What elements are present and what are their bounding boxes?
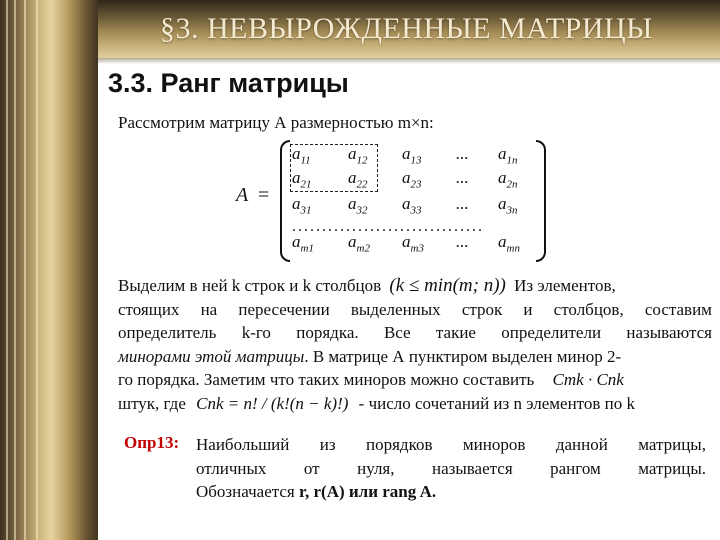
paragraph-word: такие [435, 323, 476, 342]
paragraph-word: определитель [118, 323, 217, 342]
paragraph-word: определители [501, 323, 602, 342]
minor-count-formula: Cmk · Cnk [552, 370, 624, 389]
definition-word: нуля, [357, 458, 395, 478]
matrix-cell: $a_{31}$ [292, 194, 312, 217]
line1-text-a: Выделим в ней k строк и k столбцов [118, 276, 382, 295]
paragraph-word: составим [644, 299, 712, 319]
matrix-right-bracket [536, 140, 546, 262]
matrix-cell: $a_{32}$ [348, 194, 368, 217]
frame-shadow [98, 58, 720, 64]
frame-stripe [6, 0, 8, 540]
frame-stripe [36, 0, 38, 540]
matrix-cell: ... [456, 144, 469, 163]
matrix-cell: ... [456, 232, 469, 251]
paragraph-line-2 [118, 298, 712, 322]
matrix-cell: $a_{mn}$ [498, 232, 520, 255]
matrix-cell: $a_{22}$ [348, 168, 368, 191]
paragraph-word: порядка. [296, 323, 359, 342]
rank-notation: r, r(A) или rang A. [299, 482, 437, 501]
paragraph-line-1 [118, 274, 712, 298]
line1-text-b: Из элементов, [514, 276, 616, 295]
definition-word: отличных [196, 458, 267, 478]
line6-text-a: штук, где [118, 393, 186, 413]
definition-word: матрицы. [638, 458, 706, 478]
definition-word: от [303, 458, 320, 478]
matrix-equals: = [258, 184, 270, 206]
matrix-dots-row: ................................ [292, 218, 484, 235]
intro-text: Рассмотрим матрицу А размерностью m×n: [118, 113, 434, 132]
matrix-cell: $a_{m2}$ [348, 232, 370, 255]
paragraph-line-3 [118, 321, 712, 345]
combination-formula: Cnk = n! / (k!(n − k)!) [196, 393, 349, 413]
k-min-formula: (k ≤ min(m; n)) [389, 275, 506, 296]
matrix-cell: $a_{2n}$ [498, 168, 518, 191]
minors-term: минорами этой матрицы [118, 346, 305, 366]
matrix-left-bracket [280, 140, 290, 262]
definition-word: данной [555, 435, 608, 454]
matrix-cell: $a_{3n}$ [498, 194, 518, 217]
paragraph-word: столбцов, [553, 299, 624, 319]
matrix-cell: $a_{1n}$ [498, 144, 518, 167]
matrix-cell: $a_{23}$ [402, 168, 422, 191]
definition-body [196, 433, 706, 504]
frame-stripe [24, 0, 26, 540]
matrix-cell: $a_{13}$ [402, 144, 422, 167]
slide-title: 3.3. Ранг матрицы [108, 68, 349, 98]
line5-text: го порядка. Заметим что таких миноров можно составить [118, 370, 535, 389]
definition-label: Опр13: [124, 433, 180, 452]
paragraph-word: называются [626, 323, 712, 342]
paragraph-word: строк [461, 299, 503, 319]
main-paragraph [118, 274, 712, 415]
definition-word: Наибольший [196, 435, 290, 454]
paragraph-line-5 [118, 368, 712, 392]
paragraph-word: стоящих [118, 299, 180, 319]
matrix-formula [236, 140, 556, 260]
definition-line-3 [196, 480, 706, 504]
definition-line3-text: Обозначается [196, 482, 299, 501]
definition-word: рангом [550, 458, 601, 478]
frame-stripe [14, 0, 16, 540]
paragraph-word: и [523, 299, 533, 319]
paragraph-word: на [200, 299, 218, 319]
definition-word: матрицы, [638, 435, 706, 454]
paragraph-word: выделенных [350, 299, 441, 319]
matrix-cell: $a_{21}$ [292, 168, 312, 191]
definition-word: миноров [462, 435, 526, 454]
definition-word: порядков [366, 435, 433, 454]
paragraph-word: пересечении [238, 299, 330, 319]
matrix-cell: $a_{33}$ [402, 194, 422, 217]
matrix-cell: ... [456, 168, 469, 187]
matrix-cell: $a_{m3}$ [402, 232, 424, 255]
matrix-cell: ... [456, 194, 469, 213]
matrix-cell: $a_{11}$ [292, 144, 311, 167]
paragraph-line-6 [118, 392, 712, 416]
line6-text-b: - число сочетаний из n элементов по k [358, 393, 635, 413]
definition-word: называется [431, 458, 513, 478]
section-title: §3. НЕВЫРОЖДЕННЫЕ МАТРИЦЫ [160, 12, 653, 45]
matrix-cell: $a_{m1}$ [292, 232, 314, 255]
definition-word: из [319, 435, 336, 454]
definition-line-2 [196, 457, 706, 481]
matrix-label: A [236, 184, 249, 206]
matrix-cell: $a_{12}$ [348, 144, 368, 167]
paragraph-word: k-го [241, 323, 271, 342]
paragraph-line-4 [118, 345, 712, 369]
definition-line-1 [196, 433, 706, 457]
line4-rest: . В матрице А пунктиром выделен минор 2- [304, 346, 622, 366]
decorative-frame-left [0, 0, 98, 540]
paragraph-word: Все [383, 323, 411, 342]
